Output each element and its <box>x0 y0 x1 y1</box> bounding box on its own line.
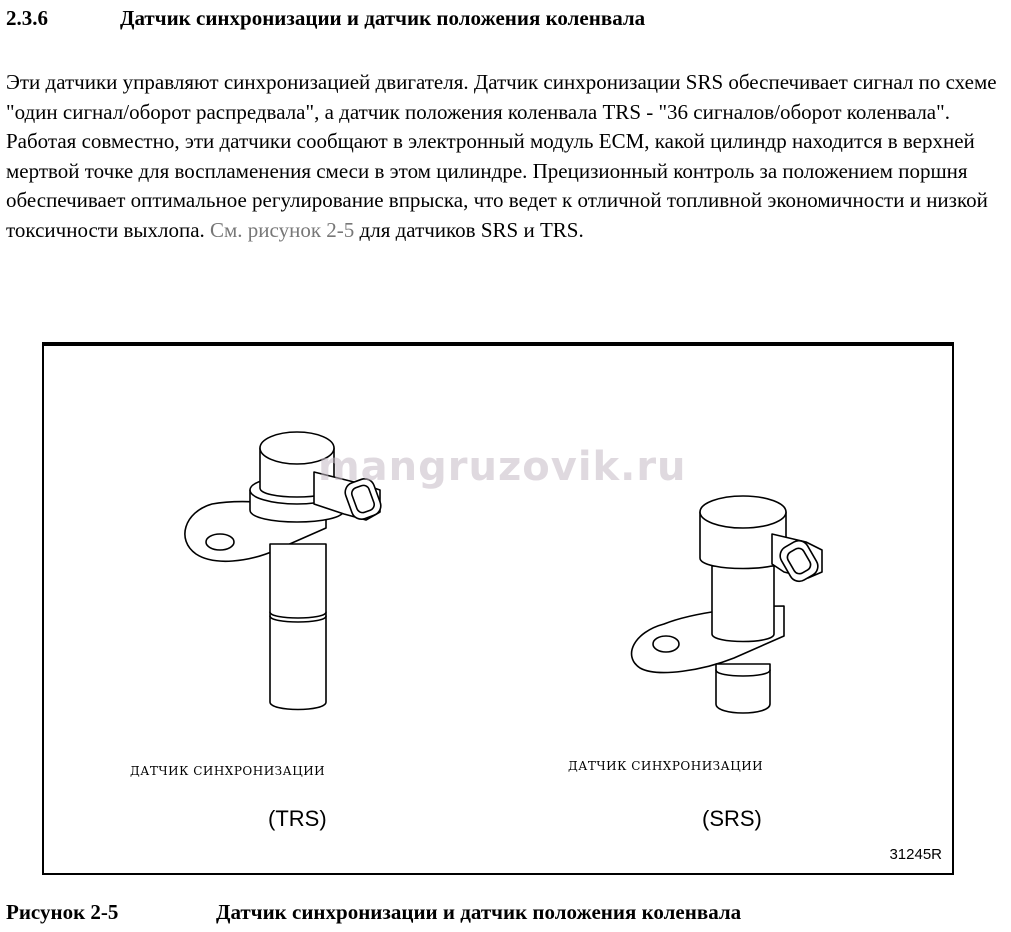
figure-frame <box>42 342 954 875</box>
section-number: 2.3.6 <box>6 6 48 30</box>
figure-number: Рисунок 2-5 <box>6 900 119 924</box>
section-title: Датчик синхронизации и датчик положения коленвала <box>120 6 646 30</box>
body-paragraph <box>6 68 1006 245</box>
trs-label: ДАТЧИК СИНХРОНИЗАЦИИ <box>130 764 326 778</box>
trs-lower-shaft <box>270 612 326 710</box>
srs-body <box>712 566 774 642</box>
trs-bracket-hole <box>206 534 234 550</box>
srs-label: ДАТЧИК СИНХРОНИЗАЦИИ <box>568 759 764 773</box>
figure-reference-link[interactable]: См. рисунок 2-5 <box>210 217 355 242</box>
figure-title: Датчик синхронизации и датчик положения коленвала <box>216 900 742 924</box>
srs-sensor-drawing <box>632 496 822 713</box>
trs-upper-shaft <box>270 544 326 618</box>
trs-code: (TRS) <box>268 806 327 831</box>
figure-caption <box>6 900 741 925</box>
figure-id: 31245R <box>889 846 942 863</box>
watermark-text: mangruzovik.ru <box>318 444 687 490</box>
paragraph-text: Эти датчики управляют синхронизацией двигателя. Датчик синхронизации SRS обеспечивает сигнал по схеме "один сигнал/оборот распредвала", а датчик положения коленвала TRS - "36 сигналов/оборот коленвала". Работая совместно, эти датчики сообщают в электронный модуль ECM, какой цилиндр находится в верхней мертвой точке для воспламенения смеси в этом цилиндре. Прецизионный контроль за положением поршня обеспечивает оптимальное регулирование впрыска, что ведет к отличной топливной экономичности и низкой токсичности выхлопа. <box>6 70 997 242</box>
srs-lower-stub <box>716 664 770 713</box>
srs-bracket-hole <box>653 636 679 652</box>
sensor-illustration <box>44 344 952 873</box>
paragraph-tail: для датчиков SRS и TRS. <box>359 217 584 242</box>
srs-code: (SRS) <box>702 806 762 831</box>
section-heading <box>6 6 645 31</box>
